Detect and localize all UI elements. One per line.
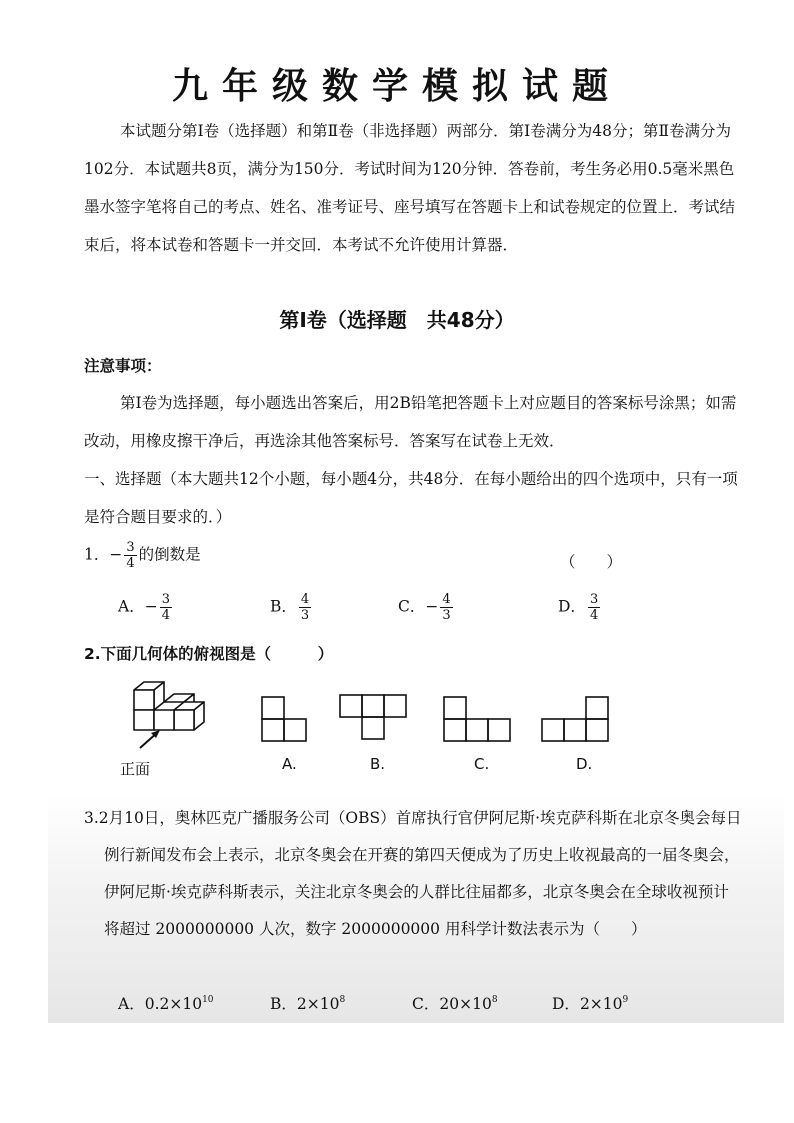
- option-label: C．: [412, 995, 440, 1013]
- option-base: 2×10: [579, 995, 623, 1013]
- option-label: B．: [270, 995, 297, 1013]
- frac-num: 4: [300, 592, 310, 607]
- q2-option-b-label: B.: [370, 755, 386, 773]
- option-exponent: 9: [622, 995, 629, 1005]
- page-title: 九年级数学模拟试题: [171, 66, 622, 107]
- bottom-mid-front: [154, 710, 174, 730]
- option-base: 20×10: [439, 995, 492, 1013]
- q3-option-b: [270, 992, 345, 1014]
- bottom-left-front: [134, 710, 154, 730]
- q1-frac-sign: −: [109, 545, 123, 564]
- solid-figure: [118, 680, 228, 760]
- option-sign: −: [144, 597, 158, 616]
- option-label: D．: [552, 995, 580, 1013]
- intro-paragraph: 本试题分第Ⅰ卷（选择题）和第Ⅱ卷（非选择题）两部分．第Ⅰ卷满分为48分；第Ⅱ卷满分为102分．本试题共8页，满分为150分．考试时间为120分钟．答卷前，考生务必用0.5毫米黑色墨水签字笔将自己的考点、姓名、准考证号、座号填写在答题卡上和试卷规定的位置上．考试结束后，将本试卷和答题卡一并交回．本考试不允许使用计算器．: [84, 122, 736, 254]
- q3-option-a: [118, 992, 214, 1014]
- option-base: 2×10: [296, 995, 340, 1013]
- option-exponent: 10: [202, 995, 214, 1005]
- top-cube-front: [134, 690, 154, 710]
- question-3-text: [84, 800, 744, 948]
- q2-figure-d: [538, 695, 616, 745]
- q2-figure-c: [440, 695, 518, 745]
- q3-body: 3.2月10日，奥林匹克广播服务公司（OBS）首席执行官伊阿尼斯·埃克萨科斯在北京冬奥会每日例行新闻发布会上表示，北京冬奥会在开赛的第四天便成为了历史上收视最高的一届冬奥会，伊阿尼斯·埃克萨科斯表示，关注北京冬奥会的人群比往届都多，北京冬奥会在全球收视预计将超过 2000000000 人次，数字 2000000000 用科学计数法表示为（ ）: [84, 809, 742, 938]
- notice-heading: 注意事项：: [84, 357, 162, 375]
- option-base: 0.2×10: [144, 995, 203, 1013]
- option-sign: −: [425, 597, 439, 616]
- option-exponent: 8: [339, 995, 346, 1005]
- q3-option-d: [552, 992, 628, 1014]
- option-label: D．: [558, 597, 586, 616]
- q3-option-c: [412, 992, 498, 1014]
- q1-option-a: [118, 592, 174, 623]
- q2-figure-b: [336, 693, 412, 745]
- q1-fraction: [124, 540, 136, 571]
- option-exponent: 8: [491, 995, 498, 1005]
- q2-option-d-label: D.: [576, 755, 593, 773]
- option-fraction: [299, 592, 311, 623]
- q1-text: 的倒数是: [138, 545, 201, 564]
- frac-den: 3: [442, 608, 451, 623]
- q1-number: 1．: [84, 545, 110, 564]
- section-title: 第Ⅰ卷（选择题 共48分）: [279, 308, 515, 332]
- question-2-text: 2.下面几何体的俯视图是（ ）: [84, 645, 334, 663]
- option-label: C．: [398, 597, 426, 616]
- frac-num: 3: [161, 592, 170, 607]
- q2-figure-a: [258, 695, 312, 745]
- option-label: A．: [118, 995, 145, 1013]
- q1-option-c: [398, 592, 455, 623]
- option-fraction: [588, 592, 600, 623]
- right-cube-front: [174, 710, 194, 730]
- frac-den: 4: [589, 608, 599, 623]
- notice-text: 第Ⅰ卷为选择题，每小题选出答案后，用2B铅笔把答题卡上对应题目的答案标号涂黑；如需改动，用橡皮擦干净后，再选涂其他答案标号．答案写在试卷上无效．: [84, 394, 737, 450]
- part1-heading: 一、选择题（本大题共12个小题，每小题4分，共48分．在每小题给出的四个选项中，只有一项是符合题目要求的．）: [84, 470, 738, 526]
- q1-frac-num: 3: [126, 540, 135, 555]
- frac-den: 4: [161, 608, 170, 623]
- front-label: 正面: [120, 760, 151, 778]
- q2-option-c-label: C.: [474, 755, 490, 773]
- frac-den: 3: [300, 608, 310, 623]
- option-fraction: [160, 592, 172, 623]
- q1-frac-den: 4: [126, 556, 135, 571]
- option-label: B．: [270, 597, 297, 616]
- option-label: A．: [118, 597, 145, 616]
- option-fraction: [440, 592, 452, 623]
- question-1: [84, 540, 201, 571]
- q1-option-b: [270, 592, 313, 623]
- frac-num: 3: [589, 592, 599, 607]
- q1-bracket: （ ）: [560, 553, 623, 571]
- q1-option-d: [558, 592, 602, 623]
- frac-num: 4: [442, 592, 451, 607]
- q2-option-a-label: A.: [282, 755, 297, 773]
